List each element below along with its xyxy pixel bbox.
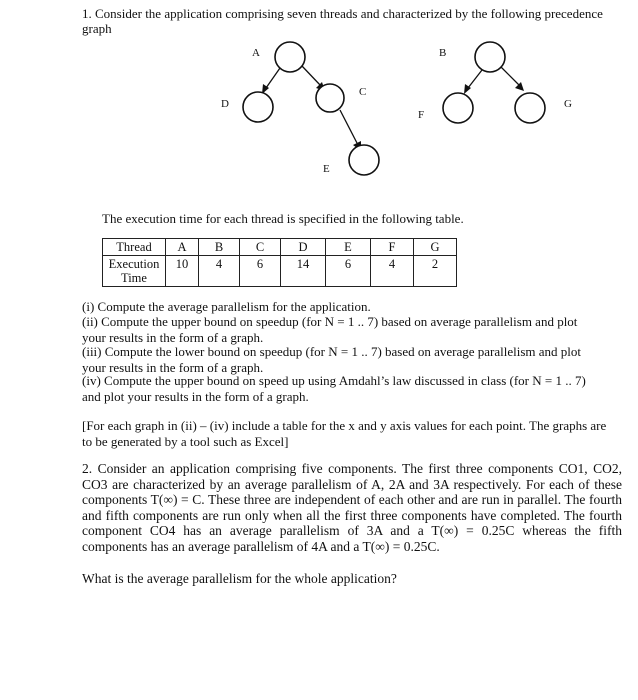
edge-b-g bbox=[500, 66, 520, 86]
execution-time-label: Execution Time bbox=[103, 256, 166, 287]
item-ii: (ii) Compute the upper bound on speedup (for N = 1 .. 7) based on average parallelism and plot your results in the form of a graph. bbox=[82, 314, 578, 345]
edge-a-c bbox=[302, 66, 321, 86]
label-e: E bbox=[323, 163, 330, 175]
thread-cell: E bbox=[326, 239, 371, 256]
item-iv: (iv) Compute the upper bound on speed up using Amdahl’s law discussed in class (for N = 1 .. 7) and plot your results in the form of a graph. bbox=[82, 373, 586, 404]
thread-cell: F bbox=[371, 239, 414, 256]
label-a: A bbox=[252, 47, 260, 59]
edge-b-f bbox=[468, 70, 482, 88]
q2-paragraph: 2. Consider an application comprising five components. The first three components CO1, CO2, CO3 are characterized by an average parallelism of A, 2A and 3A respectively. For each of these components T(∞) = C. These three are independent of each other and are run in parallel. The fourth and fifth components are run only when all the first three components have completed. The fourth component CO4 has an average parallelism of 3A and a T(∞) = 0.25C whereas the fifth components has an average parallelism of 4A and a T(∞) = 0.25C. bbox=[82, 461, 622, 554]
precedence-graph bbox=[0, 0, 638, 200]
time-cell: 6 bbox=[240, 256, 281, 287]
edge-c-e bbox=[340, 110, 358, 145]
table-intro: The execution time for each thread is specified in the following table. bbox=[102, 211, 464, 226]
node-f bbox=[443, 93, 473, 123]
node-b bbox=[475, 42, 505, 72]
thread-cell: G bbox=[414, 239, 457, 256]
item-i: (i) Compute the average parallelism for the application. bbox=[82, 299, 371, 314]
thread-cell: D bbox=[281, 239, 326, 256]
node-g bbox=[515, 93, 545, 123]
item-iii: (iii) Compute the lower bound on speedup (for N = 1 .. 7) based on average parallelism and plot your results in the form of a graph. bbox=[82, 344, 582, 375]
label-c: C bbox=[359, 86, 367, 98]
thread-cell: A bbox=[166, 239, 199, 256]
node-e bbox=[349, 145, 379, 175]
time-cell: 14 bbox=[281, 256, 326, 287]
label-f: F bbox=[418, 109, 425, 121]
label-b: B bbox=[439, 47, 447, 59]
time-cell: 4 bbox=[371, 256, 414, 287]
node-a bbox=[275, 42, 305, 72]
table-time-row bbox=[103, 256, 457, 287]
table-header-row bbox=[103, 239, 457, 256]
time-cell: 2 bbox=[414, 256, 457, 287]
thread-cell: B bbox=[199, 239, 240, 256]
time-cell: 6 bbox=[326, 256, 371, 287]
q1-intro-line1: 1. Consider the application comprising seven threads and characterized by the following precedence bbox=[82, 6, 603, 21]
graph-note: [For each graph in (ii) – (iv) include a table for the x and y axis values for each point. The graphs are to be generated by a tool such as Excel] bbox=[82, 418, 607, 449]
thread-cell: C bbox=[240, 239, 281, 256]
q1-intro-line2: graph bbox=[82, 21, 112, 36]
time-cell: 10 bbox=[166, 256, 199, 287]
node-c bbox=[316, 84, 344, 112]
arrow-b-g bbox=[515, 82, 524, 91]
node-d bbox=[243, 92, 273, 122]
execution-time-table bbox=[102, 238, 457, 287]
time-cell: 4 bbox=[199, 256, 240, 287]
label-g: G bbox=[564, 98, 572, 110]
q2-question: What is the average parallelism for the whole application? bbox=[82, 571, 397, 586]
label-d: D bbox=[221, 98, 229, 110]
edge-a-d bbox=[266, 68, 280, 88]
thread-header: Thread bbox=[103, 239, 166, 256]
